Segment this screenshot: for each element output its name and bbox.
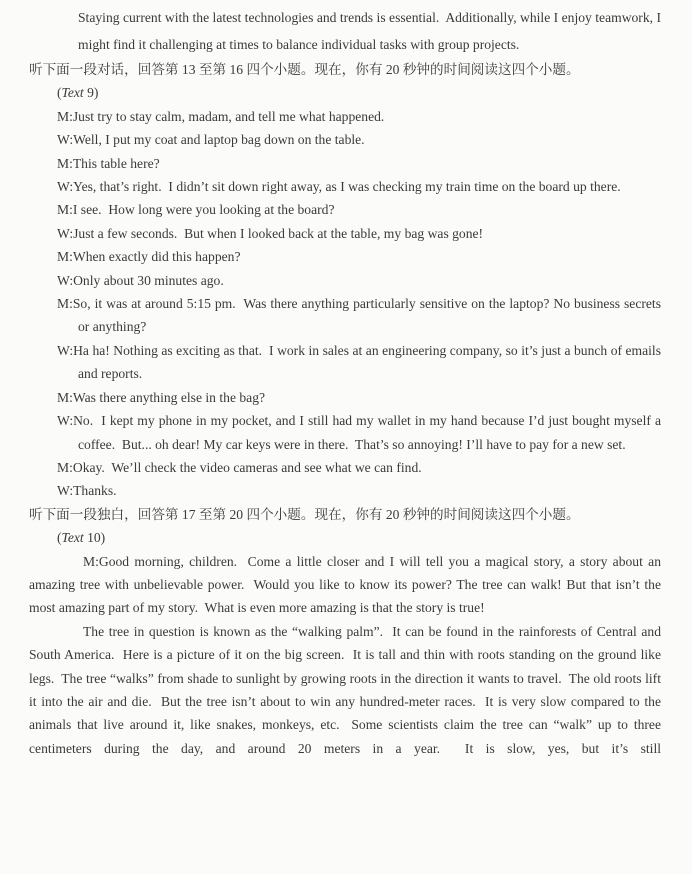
text-number-label (57, 81, 661, 104)
label-paren-open: ( (57, 530, 62, 546)
dialogue-text: I see. How long were you looking at the board? (72, 202, 335, 218)
dialogue-text: No. I kept my phone in my pocket, and I still had my wallet in my hand because I’d just bought myself a coffee. But... oh dear! My car keys were in there. That’s so annoying! I’ll have to pay for a new set. (73, 413, 661, 452)
paragraph-continuation: Staying current with the latest technologies and trends is essential. Additionally, while I enjoy teamwork, I might find it challenging at times to balance individual tasks with group projects. (78, 10, 661, 52)
label-paren-open: ( (57, 85, 62, 101)
dialogue-line (57, 128, 661, 151)
dialogue-text: Thanks. (73, 483, 117, 499)
dialogue-line (57, 456, 661, 479)
monologue-text: Good morning, children. Come a little closer and I will tell you a magical story, a story about an amazing tree with unbelievable power. Would you like to know its power? The tree can walk! But that isn’t the most amazing part of my story. What is even more amazing is that the story is true! (29, 553, 661, 616)
speaker-label: M: (57, 249, 73, 265)
speaker-label: W: (57, 179, 74, 195)
dialogue-line (57, 269, 661, 292)
speaker-label: M: (57, 389, 73, 405)
dialogue-line (57, 409, 661, 456)
dialogue-text: Okay. We’ll check the video cameras and see what we can find. (72, 459, 422, 475)
text-number-label (57, 526, 661, 549)
speaker-label: W: (57, 413, 74, 429)
label-number: 9) (83, 85, 99, 101)
dialogue-line (57, 339, 661, 386)
speaker-label: M: (57, 296, 73, 312)
dialogue-text: Ha ha! Nothing as exciting as that. I work in sales at an engineering company, so it’s just a bunch of emails and reports. (73, 342, 661, 382)
dialogue-line (57, 245, 661, 268)
speaker-label: W: (57, 225, 74, 241)
dialogue-text: This table here? (72, 155, 160, 171)
dialogue-line (57, 222, 661, 245)
dialogue-text: Just try to stay calm, madam, and tell me what happened. (72, 108, 385, 124)
dialogue-text: Yes, that’s right. I didn’t sit down right away, as I was checking my train time on the board up there. (73, 179, 621, 195)
speaker-label: M: (57, 155, 73, 171)
speaker-label: M: (57, 108, 73, 124)
dialogue-line (57, 292, 661, 339)
speaker-label: W: (57, 483, 74, 499)
chinese-instruction-line: 听下面一段独白，回答第 17 至第 20 四个小题。现在，你有 20 秒钟的时间阅读这四个小题。 (29, 506, 580, 522)
speaker-label: W: (57, 272, 74, 288)
speaker-label: W: (57, 132, 74, 148)
dialogue-text: Just a few seconds. But when I looked back at the table, my bag was gone! (73, 225, 484, 241)
dialogue-line (57, 105, 661, 128)
speaker-label: M: (57, 202, 73, 218)
label-text-word: Text (61, 530, 84, 546)
label-number: 10) (83, 530, 106, 546)
speaker-label: M: (57, 459, 73, 475)
dialogue-line (57, 175, 661, 198)
speaker-label: W: (57, 342, 74, 358)
dialogue-line (57, 386, 661, 409)
monologue-paragraph (29, 550, 661, 620)
label-text-word: Text (61, 85, 84, 101)
chinese-instruction-line: 听下面一段对话，回答第 13 至第 16 四个小题。现在，你有 20 秒钟的时间阅读这四个小题。 (29, 62, 580, 77)
dialogue-text: When exactly did this happen? (72, 249, 241, 265)
dialogue-line (57, 198, 661, 221)
dialogue-line (57, 479, 661, 502)
speaker-label: M: (83, 553, 99, 569)
dialogue-text: Was there anything else in the bag? (72, 389, 266, 405)
monologue-paragraph: The tree in question is known as the “walking palm”. It can be found in the rainforests of Central and South America. Here is a picture of it on the big screen. It is tall and thin with roots standing on the ground like legs. The tree “walks” from shade to sunlight by growing roots in the direction it wants to travel. The old roots lift it into the air and die. But the tree isn’t about to win any hundred-meter races. It is very slow compared to the animals that live around it, like snakes, monkeys, etc. Some scientists claim the tree can “walk” up to three centimeters during the day, and around 20 meters in a year. It is slow, yes, but it’s still (29, 623, 661, 756)
dialogue-line (57, 152, 661, 175)
dialogue-text: Only about 30 minutes ago. (73, 272, 224, 288)
dialogue-text: Well, I put my coat and laptop bag down on the table. (73, 132, 365, 148)
dialogue-text: So, it was at around 5:15 pm. Was there anything particularly sensitive on the laptop? No business secrets or anything? (72, 296, 661, 335)
